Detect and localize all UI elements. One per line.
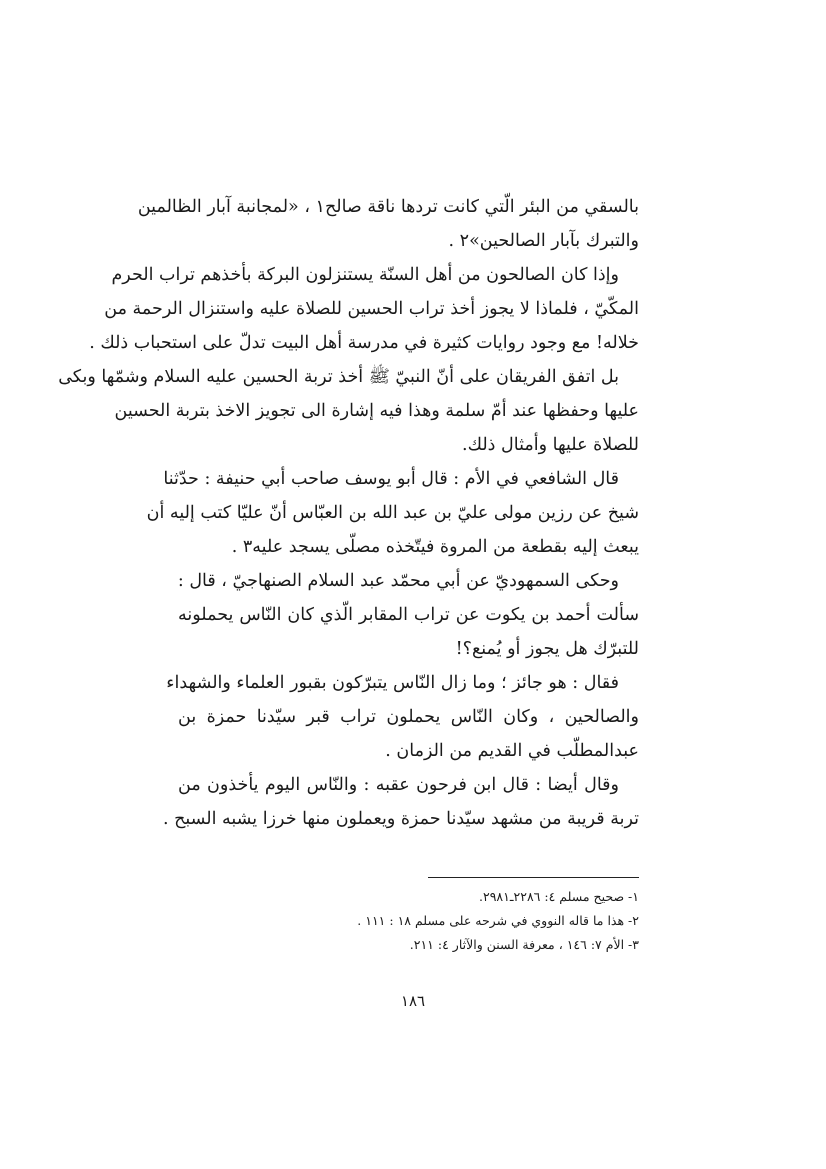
body-text (58, 190, 639, 836)
body-line: والتبرك بآبار الصالحين»٢ . (448, 231, 639, 251)
body-line: عبدالمطلّب في القديم من الزمان . (385, 741, 639, 761)
body-line: شيخ عن رزين مولى عليّ بن عبد الله بن العبّاس أنّ عليّا كتب إليه أن (146, 503, 639, 523)
footnote-separator (428, 877, 639, 878)
body-line: قال الشافعي في الأم : قال أبو يوسف صاحب أبي حنيفة : حدّثنا (163, 469, 619, 489)
body-line: بل اتفق الفريقان على أنّ النبيّ ﷺ أخذ تربة الحسين عليه السلام وشمّها وبكى (58, 367, 619, 387)
body-line: سألت أحمد بن يكوت عن تراب المقابر الّذي كان النّاس يحملونه (178, 605, 639, 625)
footnote: ٣- الأم ٧: ١٤٦ ، معرفة السنن والآثار ٤: ٢١١. (409, 937, 639, 952)
body-line: والصالحين ، وكان النّاس يحملون تراب قبر سيّدنا حمزة بن (178, 707, 639, 727)
body-line: وحكى السمهوديّ عن أبي محمّد عبد السلام الصنهاجيّ ، قال : (177, 571, 619, 591)
body-line: وقال أيضا : قال ابن فرحون عقبه : والنّاس اليوم يأخذون من (178, 775, 619, 795)
body-line: المكّيّ ، فلماذا لا يجوز أخذ تراب الحسين للصلاة عليه واستنزال الرحمة من (104, 299, 639, 319)
page-number: ١٨٦ (400, 992, 426, 1010)
body-line: تربة قريبة من مشهد سيّدنا حمزة ويعملون منها خرزا يشبه السبح . (162, 809, 639, 829)
footnote: ٢- هذا ما قاله النووي في شرحه على مسلم ١٨ : ١١١ . (357, 913, 639, 928)
body-line: وإذا كان الصالحون من أهل السنّة يستنزلون البركة بأخذهم تراب الحرم (111, 265, 619, 285)
body-line: فقال : هو جائز ؛ وما زال النّاس يتبرّكون بقبور العلماء والشهداء (166, 673, 619, 693)
body-line: بالسقي من البئر الّتي كانت تردها ناقة صالح١ ، «لمجانبة آبار الظالمين (137, 197, 639, 217)
body-line: عليها وحفظها عند أمّ سلمة وهذا فيه إشارة الى تجويز الاخذ بتربة الحسين (114, 401, 639, 421)
body-line: يبعث إليه بقطعة من المروة فيتّخذه مصلّى يسجد عليه٣ . (231, 537, 639, 557)
body-line: خلاله! مع وجود روايات كثيرة في مدرسة أهل البيت تدلّ على استحباب ذلك . (89, 333, 639, 353)
body-line: للصلاة عليها وأمثال ذلك. (462, 435, 639, 455)
footnote: ١- صحيح مسلم ٤: ٢٢٨٦ـ٢٩٨١. (479, 889, 639, 904)
body-line: للتبرّك هل يجوز أو يُمنع؟! (455, 639, 639, 659)
footnotes (300, 885, 639, 957)
